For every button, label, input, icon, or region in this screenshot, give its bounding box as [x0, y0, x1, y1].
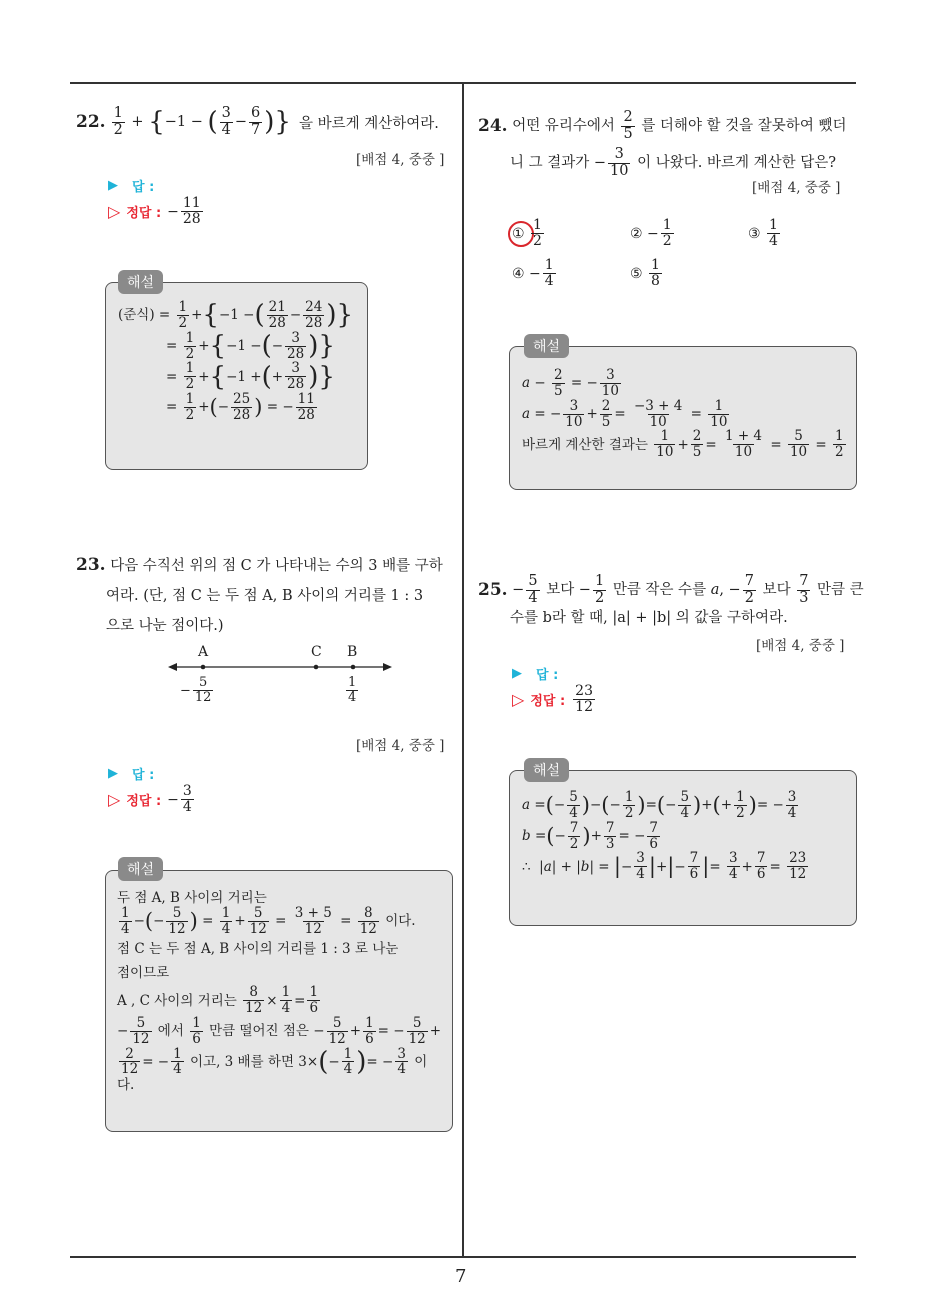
point-b-value: $\frac{1}{4}$: [348, 675, 357, 706]
q23-expl5: A , C 사이의 거리는: [117, 992, 237, 1009]
q23-line3: 으로 나눈 점이다.): [106, 618, 224, 634]
choice-3-num: ③: [748, 225, 761, 242]
q23-expl6a: 에서: [157, 1023, 184, 1040]
q23-meta: [배점 4, 중중 ]: [356, 738, 445, 754]
q22-explanation-tag: 해설: [118, 270, 163, 294]
q25-meta: [배점 4, 중중 ]: [756, 638, 845, 654]
q23-expl8: 다.: [117, 1077, 135, 1094]
q25-explanation-text: a = ( − $\frac{5}{4}$ ) − ( − $\frac{1}{2}$ ) = ( − $\frac{5}{4}$ ) + ( + $\frac{1}{2}$ ) = − $\frac{3}{4}$ b = ( − $\frac{7}{2}$ ) + $\frac{7}{3}$ = − $\frac{7}{6}$ ∴ | a | + | b | = | − $\frac{3}{4}$ | + | − $\frac{7}{6}$ | = $\frac{3}{4}$ + $\frac{7}{6}$ = $\frac{23}{12}$: [522, 789, 807, 883]
q23-expl6b: 만큼 떨어진 점은: [209, 1023, 309, 1040]
q23-expl7b: 이: [414, 1053, 428, 1070]
choice-2-num: ②: [630, 225, 643, 242]
q22-explanation-text: (준식) = $\frac{1}{2}$ + { −1 − ( $\frac{21}{28}$ − $\frac{24}{28}$ ) } = $\frac{1}{2}$ + { −1 − ( − $\frac{3}{28}$ ) } = $\frac{1}{2}$ + { −1 + ( + $\frac{3}{28}$ ) } = $\frac{1}{2}$ + ( − $\frac{25}{28}$ ) = − $\frac{11}{28}$: [118, 299, 354, 423]
answer-arrow-icon: ▶: [512, 666, 522, 681]
q23-explanation-text: 두 점 A, B 사이의 거리는 $\frac{1}{4}$ − ( − $\frac{5}{12}$ ) = $\frac{1}{4}$ + $\frac{5}{12}$ = $\frac{3 + 5}{12}$ = $\frac{8}{12}$ 이다. 점 C 는 두 점 A, B 사이의 거리를 1 : 3 로 나눈 점이므로 A , C 사이의 거리는 $\frac{8}{12}$ × $\frac{1}{4}$ = $\frac{1}{6}$ − $\frac{5}{12}$ 에서 $\frac{1}{6}$ 만큼 떨어진 점은 − $\frac{5}{12}$ + $\frac{1}{6}$ = − $\frac{5}{12}$ + $\frac{2}{12}$ = − $\frac{1}{4}$ 이고, 3 배를 하면 3× ( − $\frac{1}{4}$ ) = − $\frac{3}{4}$ 이 다.: [117, 890, 449, 1094]
answer-label: 답 :: [132, 768, 155, 783]
q23-expl7a: 이고, 3 배를 하면: [190, 1053, 294, 1070]
q25-line2: 수를 b라 할 때, |a| + |b| 의 값을 구하여라.: [510, 609, 788, 626]
correct-arrow-icon: ▷: [512, 690, 525, 710]
q22-correct-value: − $\frac{11}{28}$: [167, 195, 201, 228]
correct-arrow-icon: ▷: [108, 202, 121, 222]
choice-2[interactable]: ② − $\frac{1}{2}$: [630, 217, 672, 250]
q23-line1: 다음 수직선 위의 점 C 가 나타내는 수의 3 배를 구하: [110, 558, 443, 574]
q23-answer-row: [108, 764, 154, 783]
q23-expl3: 점 C 는 두 점 A, B 사이의 거리를 1 : 3 로 나눈: [117, 940, 399, 957]
choice-1-num: ①: [512, 225, 525, 242]
answer-arrow-icon: ▶: [108, 766, 118, 781]
answer-arrow-icon: ▶: [108, 178, 118, 193]
q23-expl1: 두 점 A, B 사이의 거리는: [117, 890, 267, 906]
q23-expl4: 점이므로: [117, 965, 170, 982]
correct-arrow-icon: ▷: [108, 790, 121, 810]
q23-line2: 여라. (단, 점 C 는 두 점 A, B 사이의 거리를 1 : 3: [106, 588, 424, 604]
q24-number: 24.: [478, 116, 508, 137]
q24-line2a: 니 그 결과가: [510, 155, 590, 172]
choice-1[interactable]: ① $\frac{1}{2}$: [512, 217, 542, 250]
choice-4-num: ④: [512, 265, 525, 282]
q24-explanation-tag: 해설: [524, 334, 569, 358]
q23-explanation-tag: 해설: [118, 857, 163, 881]
q24-expl3: 바르게 계산한 결과는: [522, 436, 648, 453]
q23-correct-row: [108, 784, 196, 816]
q23-expl2: 이다.: [385, 913, 416, 930]
q25-question: 25. − $\frac{5}{4}$ 보다 − $\frac{1}{2}$ 만큼 작은 수를 a , − $\frac{7}{2}$ 보다 $\frac{7}{3}$ 만큼 큰 수를 b라 할 때, |a| + |b| 의 값을 구하여라.: [478, 574, 864, 633]
correct-label: 정답 :: [530, 694, 566, 710]
point-a-value: − $\frac{5}{12}$: [180, 675, 212, 706]
choice-4[interactable]: ④ − $\frac{1}{4}$: [512, 257, 554, 290]
q24-explanation-text: a − $\frac{2}{5}$ = − $\frac{3}{10}$ a = − $\frac{3}{10}$ + $\frac{2}{5}$ = $\frac{-3 + 4}{10}$ = $\frac{1}{10}$ 바르게 계산한 결과는 $\frac{1}{10}$ + $\frac{2}{5}$ = $\frac{1 + 4}{10}$ = $\frac{5}{10}$ = $\frac{1}{2}$: [522, 367, 844, 461]
q25-t1: 보다: [546, 582, 575, 599]
correct-label: 정답 :: [126, 794, 162, 810]
choice-3[interactable]: ③ $\frac{1}{4}$: [748, 217, 778, 250]
q25-correct-value: $\frac{23}{12}$: [575, 683, 593, 716]
choice-5[interactable]: ⑤ $\frac{1}{8}$: [630, 257, 660, 290]
answer-label: 답 :: [536, 668, 559, 683]
q22-text: 을 바르게 계산하여라.: [298, 115, 439, 132]
q24-line1a: 어떤 유리수에서: [512, 118, 615, 135]
q25-explanation-tag: 해설: [524, 758, 569, 782]
q22-meta: [배점 4, 중중 ]: [356, 152, 445, 168]
q22-answer-row: [108, 176, 154, 195]
center-divider: [462, 82, 464, 1257]
q24-question: 24. 어떤 유리수에서 $\frac{2}{5}$ 를 더해야 할 것을 잘못하여 뺐더 니 그 결과가 − $\frac{3}{10}$ 이 나왔다. 바르게 계산한 답은?: [478, 109, 847, 179]
q24-meta: [배점 4, 중중 ]: [752, 180, 841, 196]
q25-t4: 만큼 큰: [817, 582, 864, 599]
point-b-label: B: [347, 644, 358, 660]
q22-question: 22. $\frac{1}{2}$ + { −1 − ( $\frac{3}{4}$ − $\frac{6}{7}$ ) } 을 바르게 계산하여라.: [76, 105, 439, 138]
q22-number: 22.: [76, 112, 106, 133]
q24-line1b: 를 더해야 할 것을 잘못하여 뺐더: [641, 118, 847, 135]
point-c-label: C: [311, 644, 322, 660]
page-number: 7: [455, 1266, 467, 1287]
q25-t2: 만큼 작은 수를: [612, 582, 707, 599]
q25-answer-row: [512, 664, 558, 683]
answer-label: 답 :: [132, 180, 155, 195]
q25-number: 25.: [478, 580, 508, 601]
choice-5-num: ⑤: [630, 265, 643, 282]
q25-correct-row: [512, 684, 597, 716]
q24-line2b: 이 나왔다. 바르게 계산한 답은?: [637, 155, 836, 172]
point-a-label: A: [198, 644, 209, 660]
correct-label: 정답 :: [126, 206, 162, 222]
bottom-rule: [70, 1256, 856, 1258]
q23-question: [76, 550, 443, 641]
q22-correct-row: [108, 196, 205, 228]
q23-correct-value: − $\frac{3}{4}$: [167, 783, 192, 816]
q25-t3: 보다: [762, 582, 791, 599]
q23-number: 23.: [76, 555, 106, 575]
